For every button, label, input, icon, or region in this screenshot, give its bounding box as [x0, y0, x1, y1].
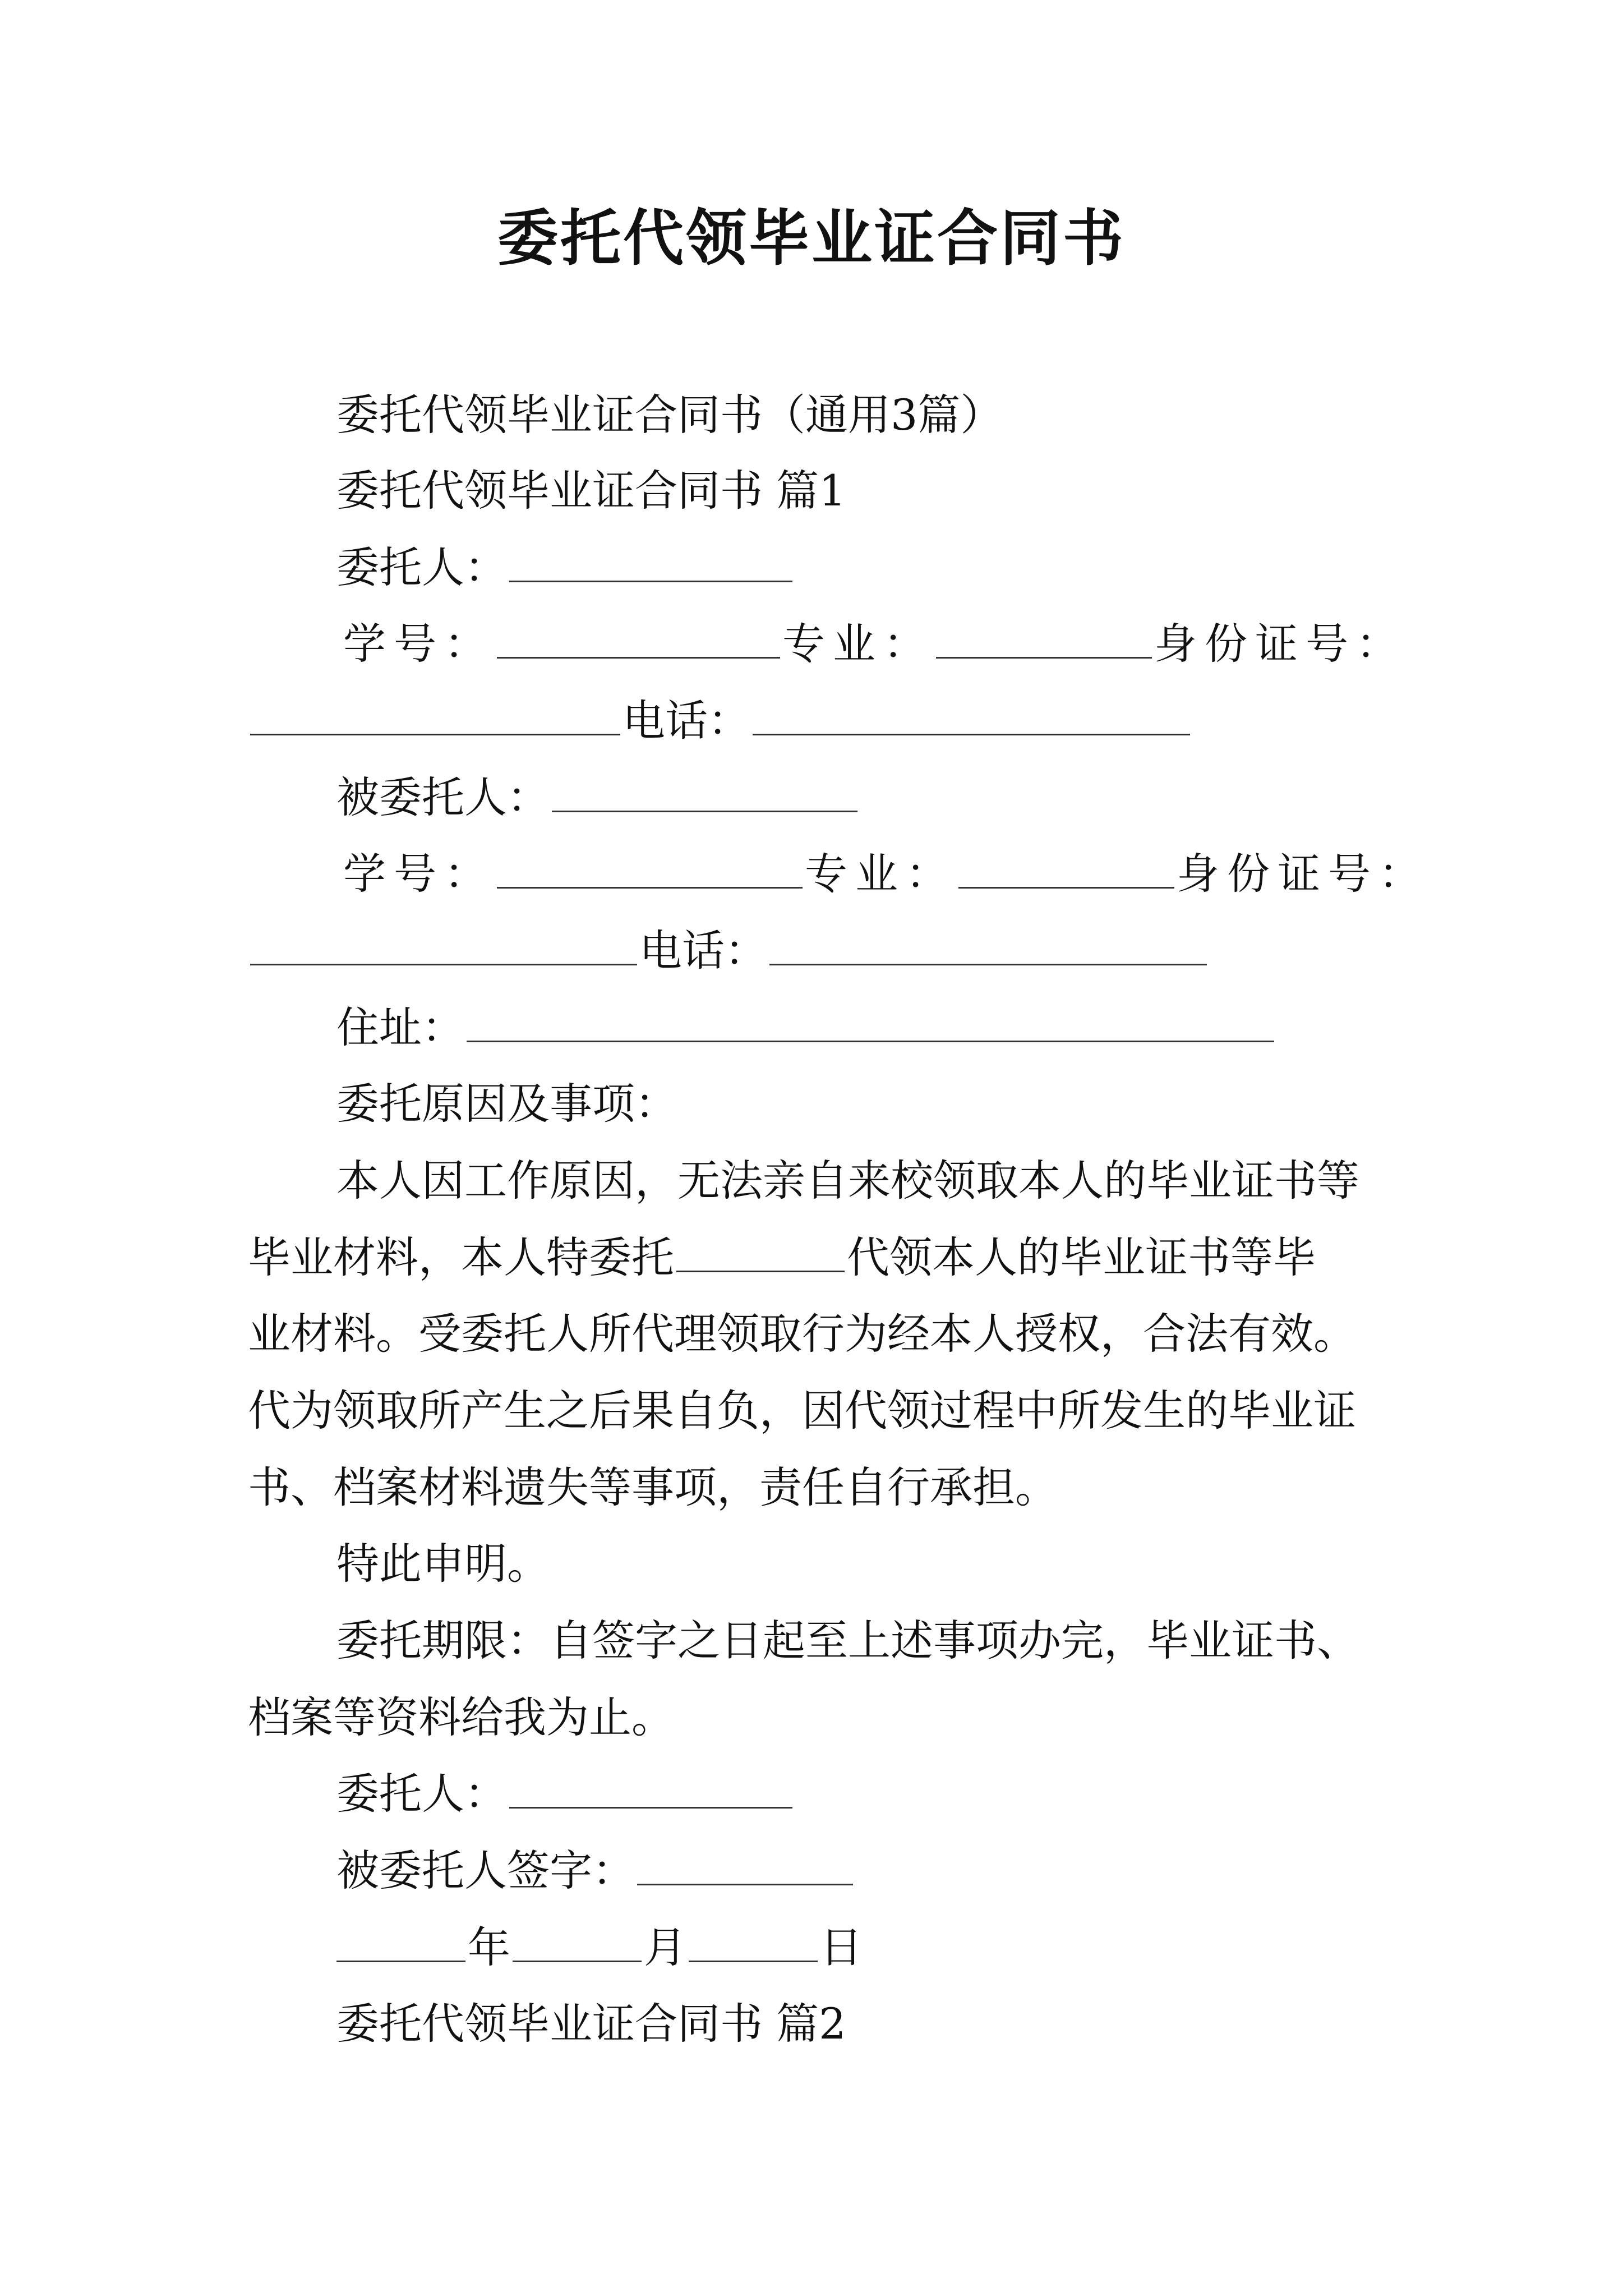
agent-id-card-blank [250, 923, 637, 965]
agent-id-card-label: 身份证号： [1177, 849, 1429, 899]
agent-student-id-label: 学号： [343, 849, 495, 899]
sign-agent-label: 被委托人签字： [336, 1846, 635, 1895]
principal-major-blank [936, 616, 1152, 659]
reason-line-4: 代为领取所产生之后果自负，因代领过程中所发生的毕业证 [248, 1386, 1356, 1435]
agent-phone-blank [769, 923, 1207, 965]
section2-heading: 委托代领毕业证合同书 篇2 [336, 1999, 846, 2049]
reason-line-2-end: 代领本人的毕业证书等毕 [847, 1232, 1316, 1282]
principal-info-row [343, 616, 1407, 672]
sign-principal-blank [509, 1766, 792, 1809]
agent-info-row [343, 846, 1429, 902]
principal-phone-label: 电话： [623, 696, 750, 746]
section1-heading: 委托代领毕业证合同书 篇1 [336, 466, 846, 516]
month-label: 月 [644, 1922, 686, 1972]
agent-phone-row [248, 923, 1209, 979]
agent-major-label: 专业： [805, 849, 956, 899]
address-row [336, 1000, 1276, 1056]
principal-label: 委托人： [336, 542, 507, 592]
agent-designation-blank [676, 1230, 845, 1272]
intro-line: 委托代领毕业证合同书（通用3篇） [336, 390, 1003, 440]
principal-major-label: 专业： [782, 619, 934, 669]
reason-heading: 委托原因及事项： [336, 1079, 677, 1129]
sign-agent-row [336, 1843, 855, 1899]
agent-name-blank [552, 770, 857, 812]
agent-label: 被委托人： [336, 772, 550, 822]
agent-major-blank [958, 846, 1174, 889]
principal-phone-row [248, 693, 1192, 749]
declaration: 特此申明。 [336, 1539, 550, 1589]
day-blank [689, 1920, 818, 1962]
reason-line-5: 书、档案材料遗失等事项，责任自行承担。 [248, 1462, 1058, 1512]
address-blank [467, 1000, 1274, 1042]
sign-principal-label: 委托人： [336, 1769, 507, 1819]
sign-agent-blank [637, 1843, 853, 1885]
principal-student-id-label: 学号： [343, 619, 495, 669]
address-label: 住址： [336, 1002, 464, 1052]
period-line-2: 档案等资料给我为止。 [248, 1692, 674, 1742]
year-blank [336, 1920, 465, 1962]
year-label: 年 [468, 1922, 510, 1972]
reason-line-1: 本人因工作原因，无法亲自来校领取本人的毕业证书等 [336, 1156, 1359, 1205]
sign-principal-row [336, 1766, 795, 1822]
principal-id-card-label: 身份证号： [1154, 619, 1407, 669]
agent-phone-label: 电话： [639, 926, 767, 976]
period-line-1: 委托期限：自签字之日起至上述事项办完，毕业证书、 [336, 1616, 1359, 1665]
principal-name-blank [509, 540, 792, 582]
agent-row [336, 770, 860, 826]
date-row [336, 1920, 863, 1976]
reason-line-2-start: 毕业材料，本人特委托 [248, 1232, 674, 1282]
principal-phone-blank [753, 693, 1190, 735]
day-label: 日 [820, 1922, 863, 1972]
principal-student-id-blank [497, 616, 780, 659]
reason-line-2 [248, 1230, 1316, 1286]
principal-row [336, 540, 795, 596]
reason-line-3: 业材料。受委托人所代理领取行为经本人授权，合法有效。 [248, 1309, 1356, 1359]
document-title: 委托代领毕业证合同书 [497, 203, 1126, 274]
month-blank [513, 1920, 642, 1962]
agent-student-id-blank [497, 846, 803, 889]
principal-id-card-blank [250, 693, 620, 735]
